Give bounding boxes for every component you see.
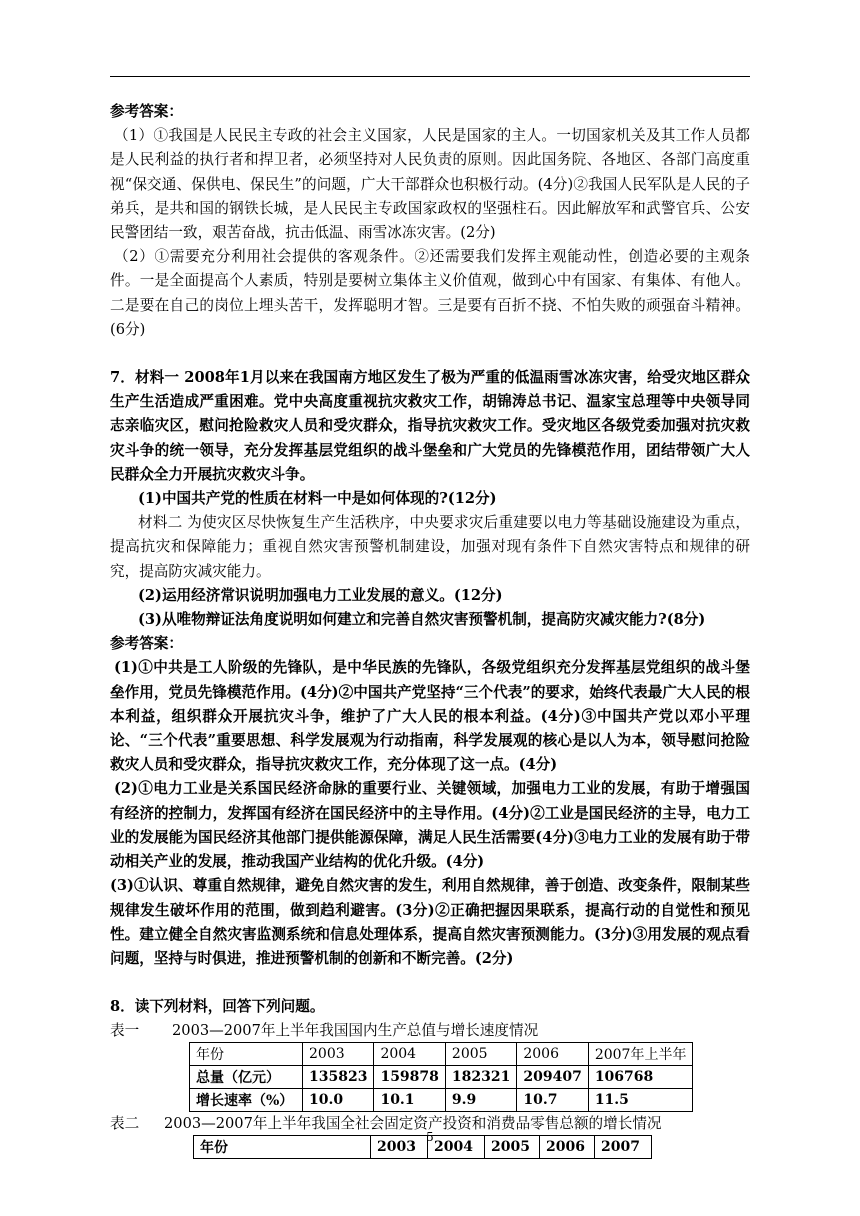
answer-label: 参考答案： [110,635,183,653]
q6-answer-2: （2）①需要充分利用社会提供的客观条件。②还需要我们发挥主观能动性，创造必要的主观条件。一是全面提高个人素质，特别是要树立集体主义价值观，做到心中有国家、有集体、有他人。二是要在自己的岗位上埋头苦干，发挥聪明才智。三是要有百折不挠、不怕失败的顽强奋斗精神。(6分) [110,248,750,338]
table-2-label: 表二 [110,1115,140,1133]
table-cell: 2004 [374,1043,445,1066]
table-2-title: 2003—2007年上半年我国全社会固定资产投资和消费品零售总额的增长情况 [164,1115,662,1133]
table-cell: 2007年上半年 [588,1043,693,1066]
table-cell: 2004 [428,1136,485,1159]
q7-question-2: (2)运用经济常识说明加强电力工业发展的意义。(12分) [138,586,503,604]
table-cell: 2007 [595,1136,652,1159]
q7-material-1: 7．材料一 2008年1月以来在我国南方地区发生了极为严重的低温雨雪冰冻灾害，给受灾地区群众生产生活造成严重困难。党中央高度重视抗灾救灾工作，胡锦涛总书记、温家宝总理等中央领导同志亲临灾区，慰问抢险救灾人员和受灾群众，指导抗灾救灾工作。受灾地区各级党委加强对抗灾救灾斗争的统一领导，充分发挥基层党组织的战斗堡垒和广大党员的先锋模范作用，团结带领广大人民群众全力开展抗灾救灾斗争。 [110,369,750,483]
table-row [190,1043,693,1066]
table-1 [189,1042,693,1112]
table-cell: 209407 [517,1066,588,1089]
q8-intro: 8．读下列材料，回答下列问题。 [110,998,325,1016]
table-cell: 2005 [485,1136,540,1159]
table-cell: 182321 [445,1066,516,1089]
q6-answer-1: （1）①我国是人民民主专政的社会主义国家，人民是国家的主人。一切国家机关及其工作人员都是人民利益的执行者和捍卫者，必须坚持对人民负责的原则。因此国务院、各地区、各部门高度重视“保交通、保供电、保民生”的问题，广大干部群众也积极行动。(4分)②我国人民军队是人民的子弟兵，是共和国的钢铁长城，是人民民主专政国家政权的坚强柱石。因此解放军和武警官兵、公安民警团结一致，艰苦奋战，抗击低温、雨雪冰冻灾害。(2分) [110,127,750,242]
q7-answer-2: (2)①电力工业是关系国民经济命脉的重要行业、关键领域，加强电力工业的发展，有助于增强国有经济的控制力，发挥国有经济在国民经济中的主导作用。(4分)②工业是国民经济的主导，电力工业的发展能为国民经济其他部门提供能源保障，满足人民生活需要(4分)③电力工业的发展有助于带动相关产业的发展，推动我国产业结构的优化升级。(4分) [110,780,750,871]
table-cell: 年份 [190,1043,303,1066]
table-cell: 年份 [194,1136,371,1159]
q7-question-3: (3)从唯物辩证法角度说明如何建立和完善自然灾害预警机制，提高防灾减灾能力?(8分) [138,611,706,629]
table-cell: 2006 [517,1043,588,1066]
table-1-caption [110,1019,750,1042]
q7-answer-3: (3)①认识、尊重自然规律，避免自然灾害的发生，利用自然规律，善于创造、改变条件，限制某些规律发生破坏作用的范围，做到趋利避害。(3分)②正确把握因果联系，提高行动的自觉性和预见性。建立健全自然灾害监测系统和信息处理体系，提高自然灾害预测能力。(3分)③用发展的观点看问题，坚持与时俱进，推进预警机制的创新和不断完善。(2分) [110,877,750,967]
table-cell: 2003 [371,1136,428,1159]
table-cell: 2005 [445,1043,516,1066]
table-cell: 159878 [374,1066,445,1089]
table-cell: 增长速率（%） [190,1089,303,1112]
table-cell: 10.7 [517,1089,588,1112]
table-row [190,1089,693,1112]
table-cell: 9.9 [445,1089,516,1112]
table-cell: 106768 [588,1066,693,1089]
table-cell: 135823 [303,1066,374,1089]
page-number: 5 [426,1130,434,1144]
table-row [190,1066,693,1089]
q7-material-2: 材料二 为使灾区尽快恢复生产生活秩序，中央要求灾后重建要以电力等基础设施建设为重点，提高抗灾和保障能力；重视自然灾害预警机制建设，加强对现有条件下自然灾害特点和规律的研究，提高防灾减灾能力。 [110,514,750,580]
table-cell: 总量（亿元） [190,1066,303,1089]
q7-answer-1: (1)①中共是工人阶级的先锋队，是中华民族的先锋队，各级党组织充分发挥基层党组织的战斗堡垒作用，党员先锋模范作用。(4分)②中国共产党坚持“三个代表”的要求，始终代表最广大人民的根本利益，组织群众开展抗灾斗争，维护了广大人民的根本利益。(4分)③中国共产党以邓小平理论、“三个代表”重要思想、科学发展观为行动指南，科学发展观的核心是以人为本，领导慰问抢险救灾人员和受灾群众，指导抗灾救灾工作，充分体现了这一点。(4分) [110,659,750,774]
page-body [110,100,750,1159]
table-cell: 11.5 [588,1089,693,1112]
header-rule [110,76,750,77]
q7-question-1: (1)中国共产党的性质在材料一中是如何体现的?(12分) [138,490,497,508]
table-1-label: 表一 [110,1022,140,1040]
table-1-title: 2003—2007年上半年我国国内生产总值与增长速度情况 [172,1022,539,1040]
table-cell: 10.0 [303,1089,374,1112]
table-cell: 10.1 [374,1089,445,1112]
table-cell: 2003 [303,1043,374,1066]
table-cell: 2006 [540,1136,595,1159]
answer-label: 参考答案： [110,103,183,120]
